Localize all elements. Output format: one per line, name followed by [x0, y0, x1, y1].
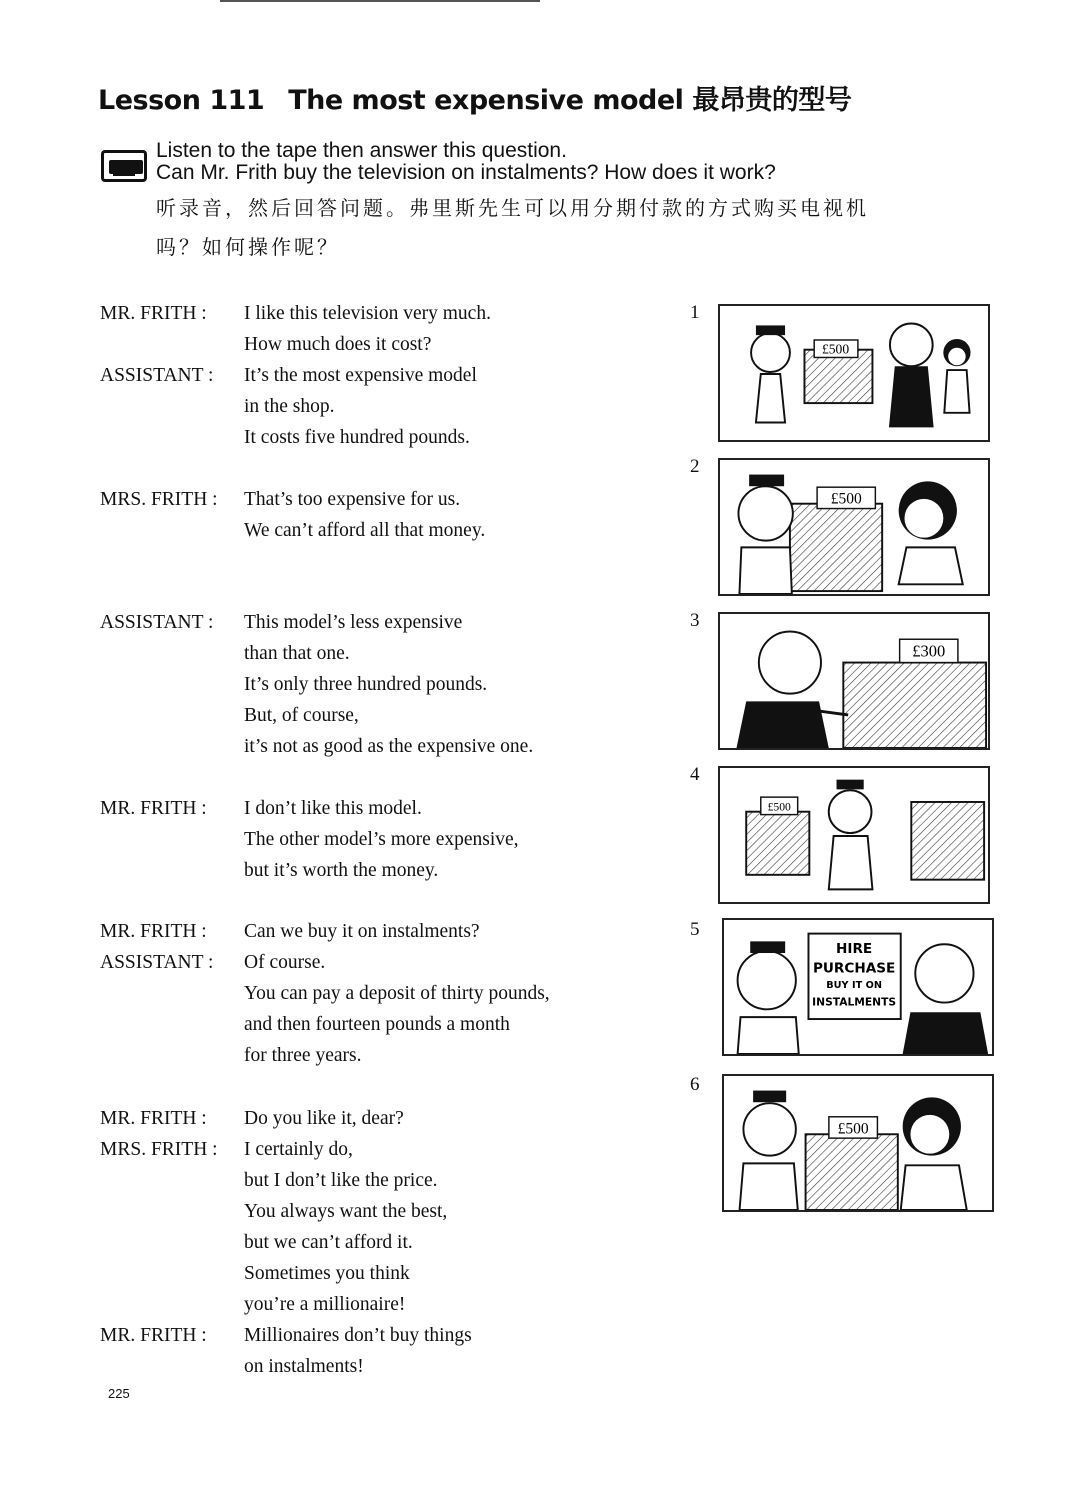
lesson-title — [98, 78, 851, 117]
line-text: I certainly do, — [244, 1139, 353, 1160]
line-text: Of course. — [244, 952, 326, 973]
instructions — [156, 140, 776, 184]
speaker: MR. FRITH : — [100, 1108, 207, 1129]
speaker: MR. FRITH : — [100, 303, 207, 324]
sign-line: PURCHASE — [812, 960, 896, 977]
price-tag: £500 — [767, 800, 791, 814]
line-text: It’s only three hundred pounds. — [244, 674, 488, 695]
line-text: But, of course, — [244, 705, 359, 726]
line-text: you’re a millionaire! — [244, 1294, 406, 1315]
speaker: MRS. FRITH : — [100, 489, 218, 510]
cassette-tape-icon — [101, 150, 147, 182]
top-rule — [220, 0, 540, 2]
price-tag: £500 — [830, 490, 862, 508]
line-text: You always want the best, — [244, 1201, 448, 1222]
line-text: but it’s worth the money. — [244, 860, 439, 881]
speaker: MR. FRITH : — [100, 798, 207, 819]
line-text: Sometimes you think — [244, 1263, 410, 1284]
page-number: 225 — [108, 1386, 130, 1401]
line-text: for three years. — [244, 1045, 362, 1066]
sign-line: INSTALMENTS — [812, 995, 897, 1009]
speaker: MRS. FRITH : — [100, 1139, 218, 1160]
price-tag: £500 — [837, 1120, 869, 1138]
line-text: It costs five hundred pounds. — [244, 427, 470, 448]
line-text: in the shop. — [244, 396, 335, 417]
panel-number: 2 — [690, 456, 700, 477]
price-tag: £300 — [912, 641, 946, 661]
line-text: on instalments! — [244, 1356, 364, 1377]
line-text: The other model’s more expensive, — [244, 829, 519, 850]
lesson-number: Lesson 111 — [98, 85, 265, 116]
instruction-cn-line-2: 吗？如何操作呢？ — [156, 235, 340, 259]
speaker: ASSISTANT : — [100, 365, 214, 386]
speaker: MR. FRITH : — [100, 1325, 207, 1346]
line-text: I don’t like this model. — [244, 798, 422, 819]
illustration-panel-4 — [718, 766, 990, 904]
line-text: It’s the most expensive model — [244, 365, 477, 386]
speaker: MR. FRITH : — [100, 921, 207, 942]
instruction-cn-line-1: 听录音，然后回答问题。弗里斯先生可以用分期付款的方式购买电视机 — [156, 196, 869, 220]
lesson-title-cn: 最昂贵的型号 — [692, 85, 852, 116]
instruction-line-1: Listen to the tape then answer this question. — [156, 139, 567, 162]
panel-number: 3 — [690, 610, 700, 631]
sign-line: HIRE — [836, 941, 873, 958]
instruction-line-2: Can Mr. Frith buy the television on instalments? How does it work? — [156, 161, 776, 184]
price-tag: £500 — [821, 341, 850, 357]
speaker: ASSISTANT : — [100, 952, 214, 973]
line-text: but we can’t afford it. — [244, 1232, 413, 1253]
illustration-panel-5 — [722, 918, 994, 1056]
line-text: We can’t afford all that money. — [244, 520, 486, 541]
line-text: How much does it cost? — [244, 334, 432, 355]
panel-number: 6 — [690, 1074, 700, 1095]
illustration-panel-2 — [718, 458, 990, 596]
line-text: That’s too expensive for us. — [244, 489, 461, 510]
line-text: I like this television very much. — [244, 303, 491, 324]
lesson-title-en: The most expensive model — [288, 85, 684, 116]
panel-number: 1 — [690, 302, 700, 323]
line-text: it’s not as good as the expensive one. — [244, 736, 534, 757]
line-text: Do you like it, dear? — [244, 1108, 404, 1129]
panel-number: 5 — [690, 919, 700, 940]
panel-number: 4 — [690, 764, 700, 785]
line-text: Can we buy it on instalments? — [244, 921, 480, 942]
line-text: and then fourteen pounds a month — [244, 1014, 510, 1035]
line-text: than that one. — [244, 643, 350, 664]
line-text: This model’s less expensive — [244, 612, 463, 633]
line-text: Millionaires don’t buy things — [244, 1325, 472, 1346]
speaker: ASSISTANT : — [100, 612, 214, 633]
illustration-panel-3 — [718, 612, 990, 750]
illustration-panel-6 — [722, 1074, 994, 1212]
line-text: You can pay a deposit of thirty pounds, — [244, 983, 550, 1004]
illustration-panel-1 — [718, 304, 990, 442]
sign-line: BUY IT ON — [826, 979, 882, 991]
line-text: but I don’t like the price. — [244, 1170, 438, 1191]
